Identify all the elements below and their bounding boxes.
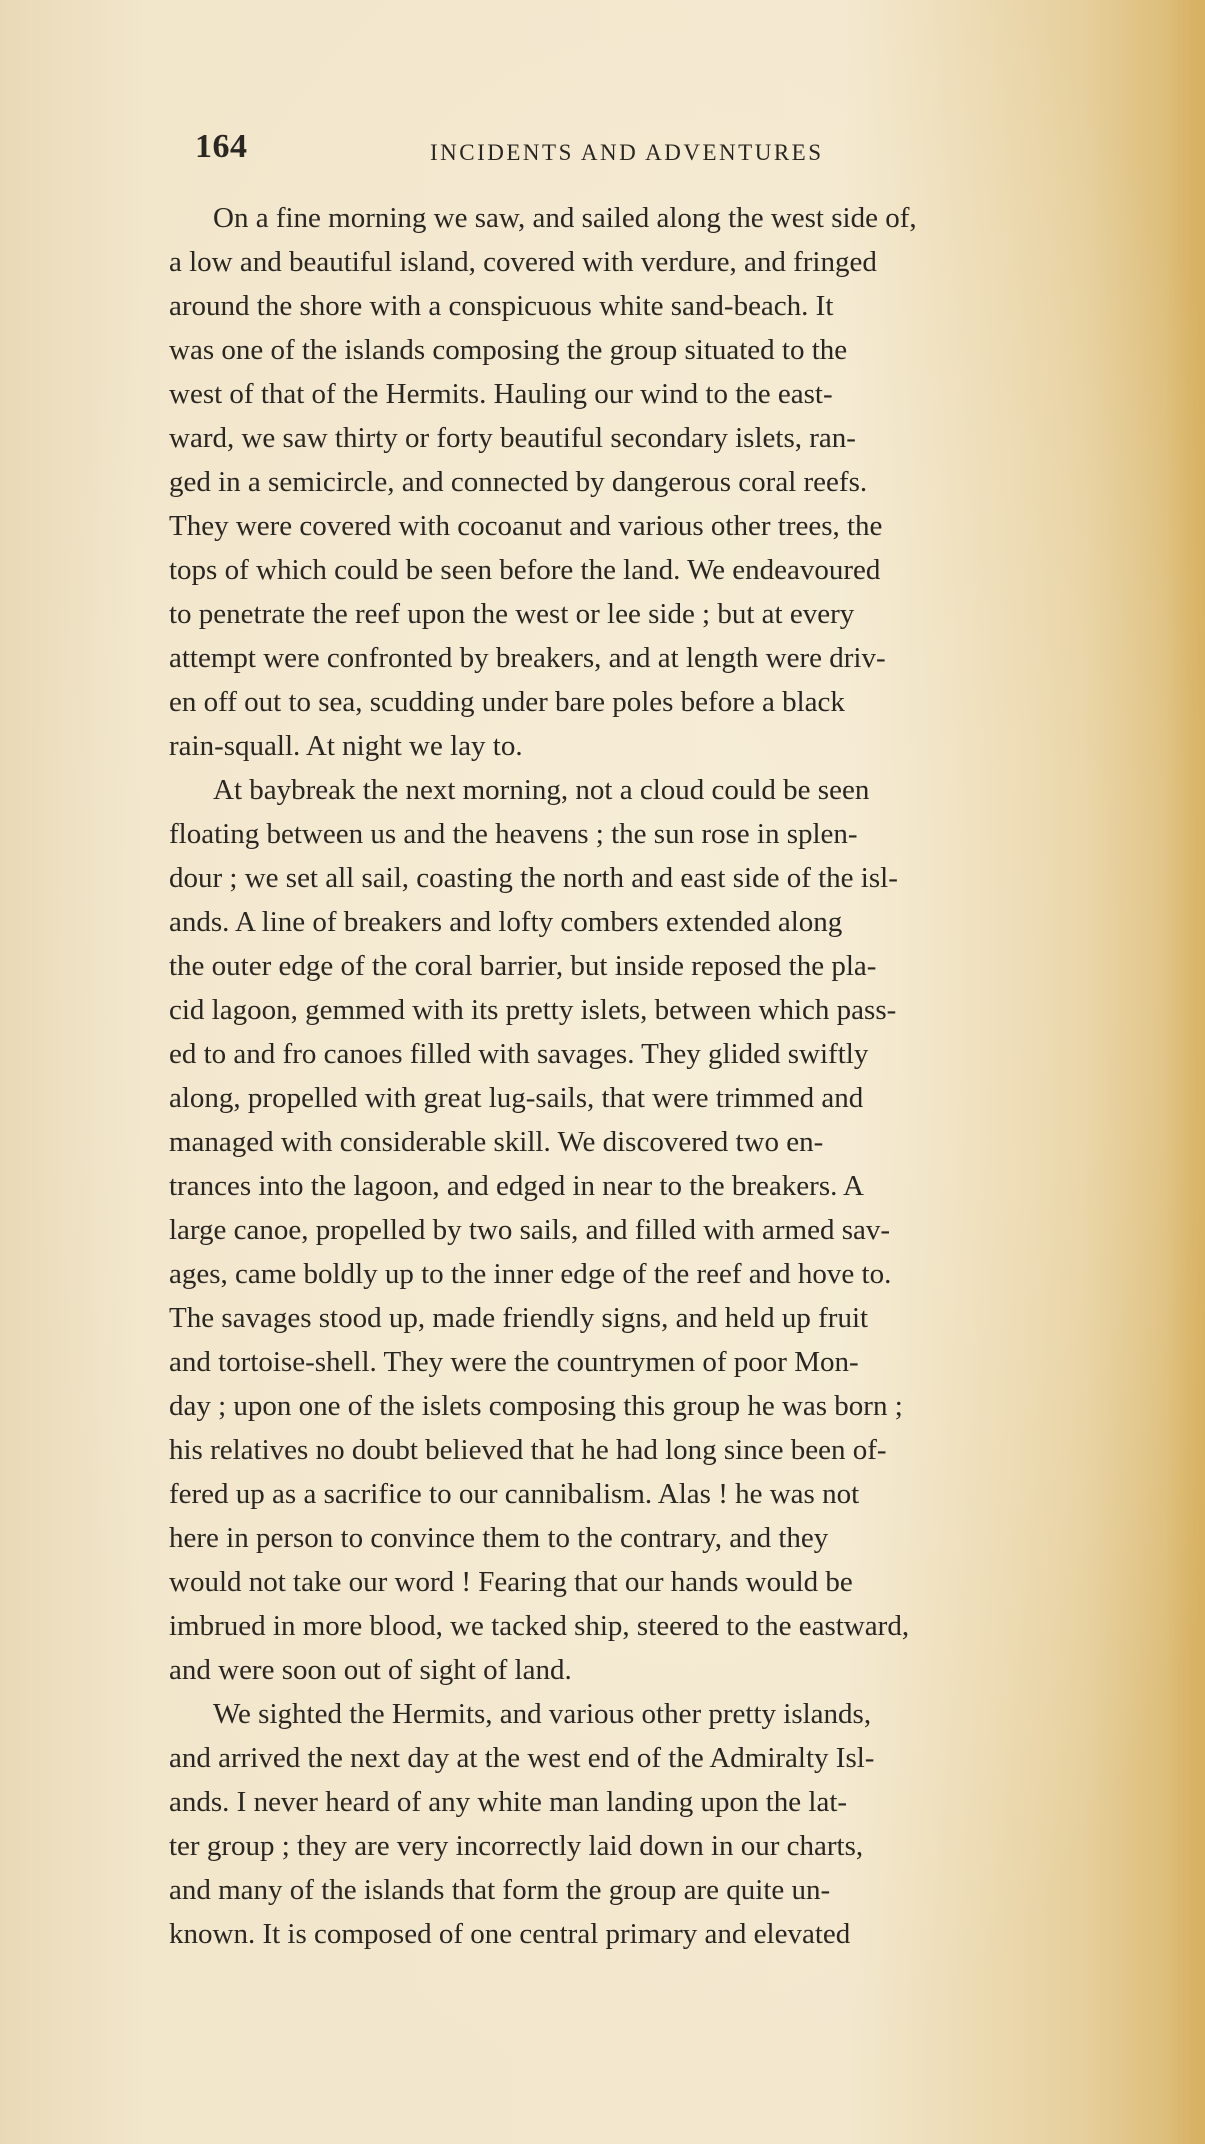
text-line: known. It is composed of one central primary and elevated	[169, 1918, 851, 1950]
text-line: rain-squall. At night we lay to.	[169, 730, 523, 762]
text-line: the outer edge of the coral barrier, but inside reposed the pla-	[169, 950, 877, 982]
text-line: ged in a semicircle, and connected by dangerous coral reefs.	[169, 466, 868, 498]
text-line: west of that of the Hermits. Hauling our wind to the east-	[169, 378, 833, 410]
text-line: ward, we saw thirty or forty beautiful secondary islets, ran-	[169, 422, 856, 454]
text-line: The savages stood up, made friendly signs, and held up fruit	[169, 1302, 869, 1334]
page-number: 164	[195, 128, 248, 165]
text-line: dour ; we set all sail, coasting the north and east side of the isl-	[169, 862, 898, 894]
text-line: imbrued in more blood, we tacked ship, steered to the eastward,	[169, 1610, 910, 1642]
text-line: ter group ; they are very incorrectly laid down in our charts,	[169, 1830, 864, 1862]
text-line: cid lagoon, gemmed with its pretty islets, between which pass-	[169, 994, 897, 1026]
text-line: a low and beautiful island, covered with verdure, and fringed	[169, 246, 877, 278]
text-line: and arrived the next day at the west end of the Admiralty Isl-	[169, 1742, 875, 1774]
text-line: along, propelled with great lug-sails, that were trimmed and	[169, 1082, 864, 1114]
text-line: and many of the islands that form the group are quite un-	[169, 1874, 831, 1906]
text-line: fered up as a sacrifice to our cannibalism. Alas ! he was not	[169, 1478, 860, 1510]
text-line: attempt were confronted by breakers, and at length were driv-	[169, 642, 886, 674]
text-line: On a fine morning we saw, and sailed along the west side of,	[213, 202, 917, 234]
text-line: around the shore with a conspicuous white sand-beach. It	[169, 290, 834, 322]
text-line: to penetrate the reef upon the west or lee side ; but at every	[169, 598, 855, 630]
text-line: managed with considerable skill. We discovered two en-	[169, 1126, 824, 1158]
text-line: here in person to convince them to the contrary, and they	[169, 1522, 829, 1554]
text-line: ages, came boldly up to the inner edge of the reef and hove to.	[169, 1258, 892, 1290]
text-line: tops of which could be seen before the land. We endeavoured	[169, 554, 881, 586]
page-edge-shading	[1165, 0, 1205, 2144]
text-line: ands. A line of breakers and lofty combers extended along	[169, 906, 843, 938]
text-line: We sighted the Hermits, and various other pretty islands,	[213, 1698, 872, 1730]
text-line: and were soon out of sight of land.	[169, 1654, 572, 1686]
text-line: and tortoise-shell. They were the countrymen of poor Mon-	[169, 1346, 859, 1378]
page-header	[195, 128, 915, 178]
text-line: trances into the lagoon, and edged in near to the breakers. A	[169, 1170, 864, 1202]
text-line: ands. I never heard of any white man landing upon the lat-	[169, 1786, 848, 1818]
body-text	[169, 196, 1149, 1956]
text-line: At baybreak the next morning, not a cloud could be seen	[213, 774, 870, 806]
text-line: ed to and fro canoes filled with savages. They glided swiftly	[169, 1038, 869, 1070]
text-line: day ; upon one of the islets composing this group he was born ;	[169, 1390, 903, 1422]
text-line: floating between us and the heavens ; the sun rose in splen-	[169, 818, 858, 850]
running-head: INCIDENTS AND ADVENTURES	[430, 140, 824, 165]
text-line: would not take our word ! Fearing that our hands would be	[169, 1566, 853, 1598]
text-line: They were covered with cocoanut and various other trees, the	[169, 510, 883, 542]
text-line: en off out to sea, scudding under bare poles before a black	[169, 686, 845, 718]
text-line: was one of the islands composing the group situated to the	[169, 334, 848, 366]
text-line: his relatives no doubt believed that he had long since been of-	[169, 1434, 887, 1466]
text-line: large canoe, propelled by two sails, and filled with armed sav-	[169, 1214, 891, 1246]
